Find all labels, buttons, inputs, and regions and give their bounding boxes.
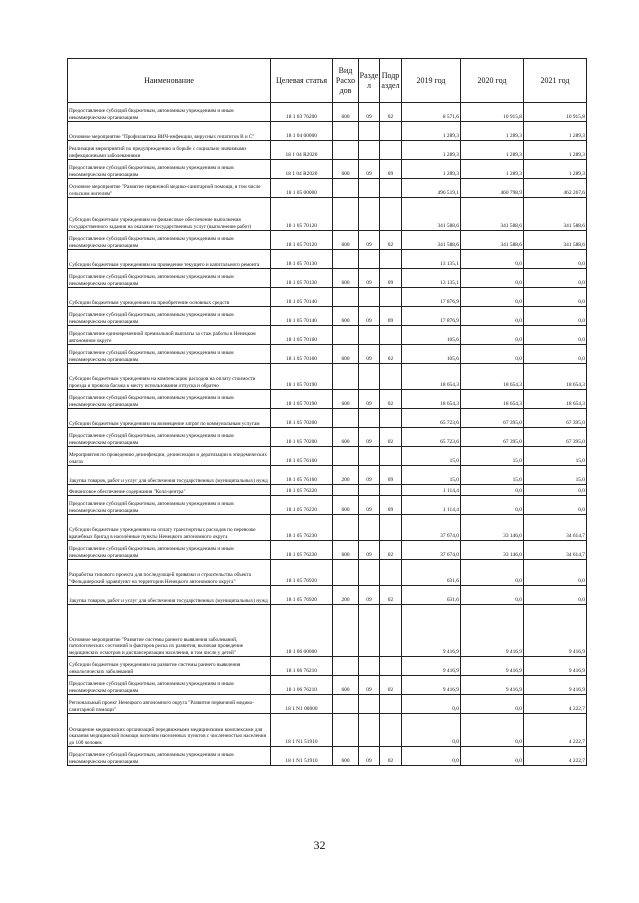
- row-name: Предоставление субсидий бюджетным, автономным учреждениям и иным некоммерческим организациям: [68, 307, 271, 326]
- row-value-2019: 1 289,3: [402, 160, 461, 179]
- row-target-article: 18 1 05 76160: [271, 447, 333, 466]
- row-section: 09: [359, 160, 380, 179]
- budget-table: [67, 58, 587, 766]
- row-value-2021: 0,0: [524, 496, 587, 515]
- row-subsection: 09: [380, 466, 402, 485]
- row-expense-kind: [333, 695, 359, 714]
- row-value-2020: 1 289,3: [461, 141, 524, 160]
- row-value-2021: 34 614,7: [524, 541, 587, 560]
- table-row: [68, 428, 587, 447]
- header-subsection: Подр аздел: [380, 59, 402, 103]
- row-section: [359, 695, 380, 714]
- table-row: [68, 122, 587, 141]
- row-value-2020: 460 798,9: [461, 179, 524, 198]
- row-value-2021: 15,0: [524, 466, 587, 485]
- table-row: [68, 160, 587, 179]
- row-section: 09: [359, 496, 380, 515]
- row-value-2019: 9 416,9: [402, 605, 461, 657]
- row-expense-kind: 600: [333, 231, 359, 250]
- row-value-2019: 15,0: [402, 466, 461, 485]
- row-name: Региональный проект Ненецкого автономного округа "Развитие первичной медико-санитарной помощи": [68, 695, 271, 714]
- row-value-2019: 17 876,9: [402, 307, 461, 326]
- row-section: [359, 288, 380, 307]
- row-value-2019: 1 289,3: [402, 122, 461, 141]
- row-section: [359, 560, 380, 586]
- row-target-article: 18 1 06 00000: [271, 605, 333, 657]
- row-subsection: [380, 198, 402, 231]
- row-target-article: 18 1 06 76210: [271, 657, 333, 676]
- row-section: 09: [359, 345, 380, 364]
- table-header-row: [68, 59, 587, 103]
- row-section: [359, 515, 380, 541]
- budget-table-sheet: [67, 58, 586, 766]
- row-target-article: 18 1 05 76220: [271, 485, 333, 496]
- row-expense-kind: [333, 447, 359, 466]
- row-value-2021: 0,0: [524, 326, 587, 345]
- row-target-article: 18 1 05 70190: [271, 364, 333, 390]
- row-target-article: 18 1 05 70160: [271, 326, 333, 345]
- header-target-article: Целевая статья: [271, 59, 333, 103]
- row-subsection: [380, 657, 402, 676]
- header-year-2021: 2021 год: [524, 59, 587, 103]
- row-name: Мероприятия по проведению дезинфекции, дезинсекции и дератизации в эпидемических очагах: [68, 447, 271, 466]
- row-target-article: 18 1 05 70130: [271, 250, 333, 269]
- table-row: [68, 141, 587, 160]
- row-section: 09: [359, 747, 380, 766]
- row-value-2019: 1 114,4: [402, 485, 461, 496]
- row-value-2020: 341 588,6: [461, 198, 524, 231]
- table-row: [68, 390, 587, 409]
- row-value-2020: 341 588,6: [461, 231, 524, 250]
- row-target-article: 18 1 05 76230: [271, 515, 333, 541]
- row-value-2020: 0,0: [461, 307, 524, 326]
- row-target-article: 18 1 N1 51910: [271, 714, 333, 747]
- row-section: 09: [359, 307, 380, 326]
- row-expense-kind: [333, 409, 359, 428]
- row-expense-kind: [333, 515, 359, 541]
- row-target-article: 18 1 05 76230: [271, 541, 333, 560]
- row-name: Закупка товаров, работ и услуг для обеспечения государственных (муниципальных) нужд: [68, 466, 271, 485]
- row-name: Разработка типового проекта для последующей привязки и строительства объекта "Фельдшерский здравпункт на территории Ненецкого автономного округа": [68, 560, 271, 586]
- row-value-2019: 65 723,6: [402, 428, 461, 447]
- row-value-2019: 9 416,9: [402, 676, 461, 695]
- row-subsection: [380, 447, 402, 466]
- row-expense-kind: 600: [333, 676, 359, 695]
- row-value-2020: 0,0: [461, 496, 524, 515]
- row-subsection: [380, 695, 402, 714]
- row-subsection: 02: [380, 390, 402, 409]
- row-value-2021: 0,0: [524, 250, 587, 269]
- row-name: Субсидии бюджетным учреждениям на развитие системы раннего выявления онкологических заболеваний: [68, 657, 271, 676]
- table-row: [68, 496, 587, 515]
- table-row: [68, 657, 587, 676]
- row-target-article: 18 1 05 70140: [271, 288, 333, 307]
- header-year-2020: 2020 год: [461, 59, 524, 103]
- row-value-2021: 1 289,3: [524, 141, 587, 160]
- row-name: Основное мероприятие "Развитие первичной медико-санитарной помощи, в том числе сельским жителям": [68, 179, 271, 198]
- row-expense-kind: 600: [333, 160, 359, 179]
- row-subsection: 09: [380, 307, 402, 326]
- table-row: [68, 345, 587, 364]
- row-value-2019: 631,6: [402, 586, 461, 605]
- row-value-2019: 9 416,9: [402, 657, 461, 676]
- row-value-2019: 1 289,3: [402, 141, 461, 160]
- row-expense-kind: 600: [333, 428, 359, 447]
- row-value-2019: 8 571,6: [402, 103, 461, 122]
- row-value-2020: 15,0: [461, 466, 524, 485]
- row-value-2020: 0,0: [461, 250, 524, 269]
- row-section: 09: [359, 428, 380, 447]
- row-value-2021: 0,0: [524, 345, 587, 364]
- row-expense-kind: 600: [333, 103, 359, 122]
- row-name: Предоставление субсидий бюджетным, автономным учреждениям и иным некоммерческим организациям: [68, 269, 271, 288]
- table-row: [68, 198, 587, 231]
- row-value-2021: 9 416,9: [524, 676, 587, 695]
- row-target-article: 18 1 05 76920: [271, 560, 333, 586]
- row-value-2019: 65 723,6: [402, 409, 461, 428]
- row-target-article: 18 1 04 00000: [271, 122, 333, 141]
- row-section: [359, 409, 380, 428]
- row-value-2020: 0,0: [461, 747, 524, 766]
- table-row: [68, 560, 587, 586]
- table-row: [68, 326, 587, 345]
- row-name: Закупка товаров, работ и услуг для обеспечения государственных (муниципальных) нужд: [68, 586, 271, 605]
- row-target-article: 18 1 04 R2020: [271, 160, 333, 179]
- header-expense-kind: Вид Расхо дов: [333, 59, 359, 103]
- row-value-2020: 9 416,9: [461, 676, 524, 695]
- row-expense-kind: 600: [333, 541, 359, 560]
- row-value-2019: 496 519,1: [402, 179, 461, 198]
- row-name: Реализация мероприятий по предупреждению и борьбе с социально значимыми инфекционными заболеваниями: [68, 141, 271, 160]
- row-expense-kind: [333, 485, 359, 496]
- row-value-2021: 462 267,6: [524, 179, 587, 198]
- row-value-2019: 105,6: [402, 326, 461, 345]
- row-value-2021: 9 416,9: [524, 605, 587, 657]
- row-value-2020: 9 416,9: [461, 657, 524, 676]
- row-value-2020: 0,0: [461, 288, 524, 307]
- row-value-2019: 341 588,6: [402, 198, 461, 231]
- row-expense-kind: [333, 714, 359, 747]
- row-expense-kind: [333, 657, 359, 676]
- row-value-2021: 34 614,7: [524, 515, 587, 541]
- row-subsection: [380, 605, 402, 657]
- row-subsection: [380, 714, 402, 747]
- row-section: 09: [359, 103, 380, 122]
- row-name: Субсидии бюджетным учреждениям на проведение текущего и капитального ремонта: [68, 250, 271, 269]
- row-name: Предоставление субсидий бюджетным, автономным учреждениям и иным некоммерческим организациям: [68, 390, 271, 409]
- row-value-2021: 18 654,3: [524, 390, 587, 409]
- row-target-article: 18 1 05 70190: [271, 390, 333, 409]
- row-section: 09: [359, 231, 380, 250]
- row-subsection: [380, 409, 402, 428]
- table-row: [68, 409, 587, 428]
- row-value-2021: 0,0: [524, 485, 587, 496]
- row-section: 09: [359, 541, 380, 560]
- row-subsection: [380, 250, 402, 269]
- row-name: Субсидии бюджетным учреждениям на финансовое обеспечение выполнения государственного задания на оказание государственных услуг (выполнение работ): [68, 198, 271, 231]
- row-value-2020: 0,0: [461, 485, 524, 496]
- header-name: Наименование: [68, 59, 271, 103]
- row-value-2021: 67 395,0: [524, 409, 587, 428]
- row-target-article: 18 1 04 R2020: [271, 141, 333, 160]
- row-expense-kind: [333, 288, 359, 307]
- table-row: [68, 103, 587, 122]
- row-subsection: 02: [380, 541, 402, 560]
- row-target-article: 18 1 05 70130: [271, 269, 333, 288]
- row-subsection: 02: [380, 428, 402, 447]
- row-value-2020: 10 915,8: [461, 103, 524, 122]
- row-section: [359, 364, 380, 390]
- row-section: [359, 179, 380, 198]
- row-value-2019: 15,0: [402, 447, 461, 466]
- row-target-article: 18 1 05 76220: [271, 496, 333, 515]
- row-subsection: [380, 122, 402, 141]
- row-expense-kind: 600: [333, 345, 359, 364]
- row-value-2020: 33 146,0: [461, 541, 524, 560]
- row-section: [359, 141, 380, 160]
- row-name: Предоставление субсидий бюджетным, автономным учреждениям и иным некоммерческим организациям: [68, 676, 271, 695]
- row-name: Предоставление субсидий бюджетным, автономным учреждениям и иным некоммерческим организациям: [68, 428, 271, 447]
- row-value-2021: 341 588,6: [524, 198, 587, 231]
- row-section: [359, 250, 380, 269]
- row-section: 09: [359, 269, 380, 288]
- row-expense-kind: 600: [333, 747, 359, 766]
- row-name: Субсидии бюджетным учреждениям на возмещение затрат по коммунальным услугам: [68, 409, 271, 428]
- row-name: Финансовое обеспечение содержания "Колл-центра": [68, 485, 271, 496]
- row-value-2021: 18 654,3: [524, 364, 587, 390]
- row-value-2019: 341 588,6: [402, 231, 461, 250]
- row-expense-kind: [333, 326, 359, 345]
- row-name: Субсидии бюджетным учреждениям на приобретение основных средств: [68, 288, 271, 307]
- row-subsection: 02: [380, 747, 402, 766]
- row-name: Предоставление субсидий бюджетным, автономным учреждениям и иным некоммерческим организациям: [68, 103, 271, 122]
- row-value-2019: 13 135,1: [402, 269, 461, 288]
- row-value-2020: 67 395,0: [461, 409, 524, 428]
- table-row: [68, 541, 587, 560]
- row-section: [359, 198, 380, 231]
- row-section: [359, 326, 380, 345]
- row-expense-kind: [333, 198, 359, 231]
- row-value-2019: 18 654,3: [402, 364, 461, 390]
- table-row: [68, 364, 587, 390]
- table-row: [68, 747, 587, 766]
- row-name: Основное мероприятие "Развитие системы раннего выявления заболеваний, патологических состояний и факторов риска их развития, включая проведение медицинских осмотров и диспансеризации населения, в том числе у детей": [68, 605, 271, 657]
- row-value-2021: 1 289,3: [524, 122, 587, 141]
- row-value-2021: 4 222,7: [524, 714, 587, 747]
- row-expense-kind: [333, 250, 359, 269]
- row-value-2021: 0,0: [524, 288, 587, 307]
- row-value-2020: 18 654,3: [461, 390, 524, 409]
- row-value-2020: 15,0: [461, 447, 524, 466]
- row-target-article: 18 1 06 76210: [271, 676, 333, 695]
- table-row: [68, 586, 587, 605]
- row-value-2021: 10 915,8: [524, 103, 587, 122]
- row-target-article: 18 1 03 76200: [271, 103, 333, 122]
- table-row: [68, 676, 587, 695]
- row-section: 09: [359, 586, 380, 605]
- header-section: Разде л: [359, 59, 380, 103]
- row-target-article: 18 1 05 70200: [271, 409, 333, 428]
- row-expense-kind: 200: [333, 466, 359, 485]
- row-target-article: 18 1 05 70120: [271, 198, 333, 231]
- row-subsection: [380, 326, 402, 345]
- row-value-2020: 0,0: [461, 586, 524, 605]
- table-row: [68, 231, 587, 250]
- row-name: Основное мероприятие "Профилактика ВИЧ-инфекции, вирусных гепатитов В и С": [68, 122, 271, 141]
- row-subsection: 09: [380, 269, 402, 288]
- row-subsection: 09: [380, 160, 402, 179]
- row-subsection: 02: [380, 345, 402, 364]
- row-value-2019: 105,6: [402, 345, 461, 364]
- row-subsection: [380, 485, 402, 496]
- row-value-2021: 0,0: [524, 307, 587, 326]
- row-subsection: 02: [380, 231, 402, 250]
- row-value-2019: 37 674,0: [402, 541, 461, 560]
- row-section: [359, 714, 380, 747]
- row-section: 09: [359, 466, 380, 485]
- row-subsection: 02: [380, 676, 402, 695]
- row-subsection: 02: [380, 103, 402, 122]
- row-value-2019: 1 114,4: [402, 496, 461, 515]
- row-subsection: [380, 179, 402, 198]
- row-expense-kind: 200: [333, 586, 359, 605]
- row-value-2020: 0,0: [461, 269, 524, 288]
- row-subsection: 09: [380, 496, 402, 515]
- table-row: [68, 179, 587, 198]
- row-subsection: [380, 141, 402, 160]
- row-subsection: [380, 560, 402, 586]
- table-row: [68, 466, 587, 485]
- row-value-2021: 4 222,7: [524, 695, 587, 714]
- row-expense-kind: [333, 179, 359, 198]
- row-target-article: 18 1 05 70140: [271, 307, 333, 326]
- row-target-article: 18 1 05 70120: [271, 231, 333, 250]
- row-value-2020: 0,0: [461, 345, 524, 364]
- row-target-article: 18 1 05 76160: [271, 466, 333, 485]
- row-name: Субсидии бюджетным учреждениям на компенсацию расходов на оплату стоимости проезда и провоза багажа к месту использования отпуска и обратно: [68, 364, 271, 390]
- row-value-2021: 15,0: [524, 447, 587, 466]
- row-value-2021: 341 588,6: [524, 231, 587, 250]
- row-value-2019: 0,0: [402, 747, 461, 766]
- row-value-2021: 4 222,7: [524, 747, 587, 766]
- row-value-2021: 0,0: [524, 269, 587, 288]
- row-value-2020: 1 289,3: [461, 160, 524, 179]
- row-name: Оснащение медицинских организаций передвижными медицинскими комплексами для оказания медицинской помощи жителям населенных пунктов с численностью населения до 100 человек: [68, 714, 271, 747]
- row-name: Предоставление субсидий бюджетным, автономным учреждениям и иным некоммерческим организациям: [68, 345, 271, 364]
- row-name: Предоставление субсидий бюджетным, автономным учреждениям и иным некоммерческим организациям: [68, 496, 271, 515]
- row-value-2021: 67 395,0: [524, 428, 587, 447]
- row-target-article: 18 1 05 70160: [271, 345, 333, 364]
- row-subsection: [380, 515, 402, 541]
- row-name: Предоставление субсидий бюджетным, автономным учреждениям и иным некоммерческим организациям: [68, 541, 271, 560]
- row-target-article: 18 1 N1 51910: [271, 747, 333, 766]
- page-number: 32: [313, 838, 326, 852]
- row-value-2020: 9 416,9: [461, 605, 524, 657]
- row-expense-kind: 600: [333, 390, 359, 409]
- row-value-2020: 0,0: [461, 714, 524, 747]
- row-value-2020: 0,0: [461, 326, 524, 345]
- table-row: [68, 447, 587, 466]
- row-value-2021: 0,0: [524, 586, 587, 605]
- row-subsection: [380, 288, 402, 307]
- row-section: [359, 447, 380, 466]
- row-name: Предоставление единовременной премиальной выплаты за стаж работы в Ненецком автономном округе: [68, 326, 271, 345]
- row-value-2021: 1 289,3: [524, 160, 587, 179]
- row-expense-kind: [333, 141, 359, 160]
- row-expense-kind: 600: [333, 269, 359, 288]
- row-expense-kind: [333, 560, 359, 586]
- row-value-2020: 67 395,0: [461, 428, 524, 447]
- row-section: [359, 657, 380, 676]
- row-expense-kind: [333, 364, 359, 390]
- row-value-2019: 631,6: [402, 560, 461, 586]
- row-value-2019: 37 674,0: [402, 515, 461, 541]
- row-section: [359, 122, 380, 141]
- row-subsection: [380, 364, 402, 390]
- table-row: [68, 288, 587, 307]
- row-target-article: 18 1 05 70200: [271, 428, 333, 447]
- row-section: 09: [359, 390, 380, 409]
- table-row: [68, 605, 587, 657]
- row-section: [359, 485, 380, 496]
- row-name: Предоставление субсидий бюджетным, автономным учреждениям и иным некоммерческим организациям: [68, 747, 271, 766]
- table-row: [68, 515, 587, 541]
- row-value-2019: 17 876,9: [402, 288, 461, 307]
- row-name: Субсидии бюджетным учреждениям на оплату транспортных расходов по перевозке врачебных бригад в населённые пункты Ненецкого автономного округа: [68, 515, 271, 541]
- row-value-2020: 18 654,3: [461, 364, 524, 390]
- table-row: [68, 714, 587, 747]
- table-row: [68, 307, 587, 326]
- row-name: Предоставление субсидий бюджетным, автономным учреждениям и иным некоммерческим организациям: [68, 231, 271, 250]
- table-row: [68, 269, 587, 288]
- row-target-article: 18 1 05 00000: [271, 179, 333, 198]
- table-row: [68, 485, 587, 496]
- row-expense-kind: 600: [333, 496, 359, 515]
- row-expense-kind: [333, 605, 359, 657]
- row-value-2021: 9 416,9: [524, 657, 587, 676]
- row-name: Предоставление субсидий бюджетным, автономным учреждениям и иным некоммерческим организациям: [68, 160, 271, 179]
- row-expense-kind: [333, 122, 359, 141]
- row-subsection: 02: [380, 586, 402, 605]
- row-value-2020: 33 146,0: [461, 515, 524, 541]
- row-value-2019: 0,0: [402, 695, 461, 714]
- row-expense-kind: 600: [333, 307, 359, 326]
- row-value-2019: 18 654,3: [402, 390, 461, 409]
- table-row: [68, 250, 587, 269]
- row-section: [359, 605, 380, 657]
- row-value-2020: 1 289,3: [461, 122, 524, 141]
- row-section: 09: [359, 676, 380, 695]
- row-value-2021: 0,0: [524, 560, 587, 586]
- row-value-2020: 0,0: [461, 560, 524, 586]
- row-value-2019: 13 135,1: [402, 250, 461, 269]
- table-row: [68, 695, 587, 714]
- row-target-article: 18 1 05 76920: [271, 586, 333, 605]
- row-value-2019: 0,0: [402, 714, 461, 747]
- row-value-2020: 0,0: [461, 695, 524, 714]
- row-target-article: 18 1 N1 00000: [271, 695, 333, 714]
- header-year-2019: 2019 год: [402, 59, 461, 103]
